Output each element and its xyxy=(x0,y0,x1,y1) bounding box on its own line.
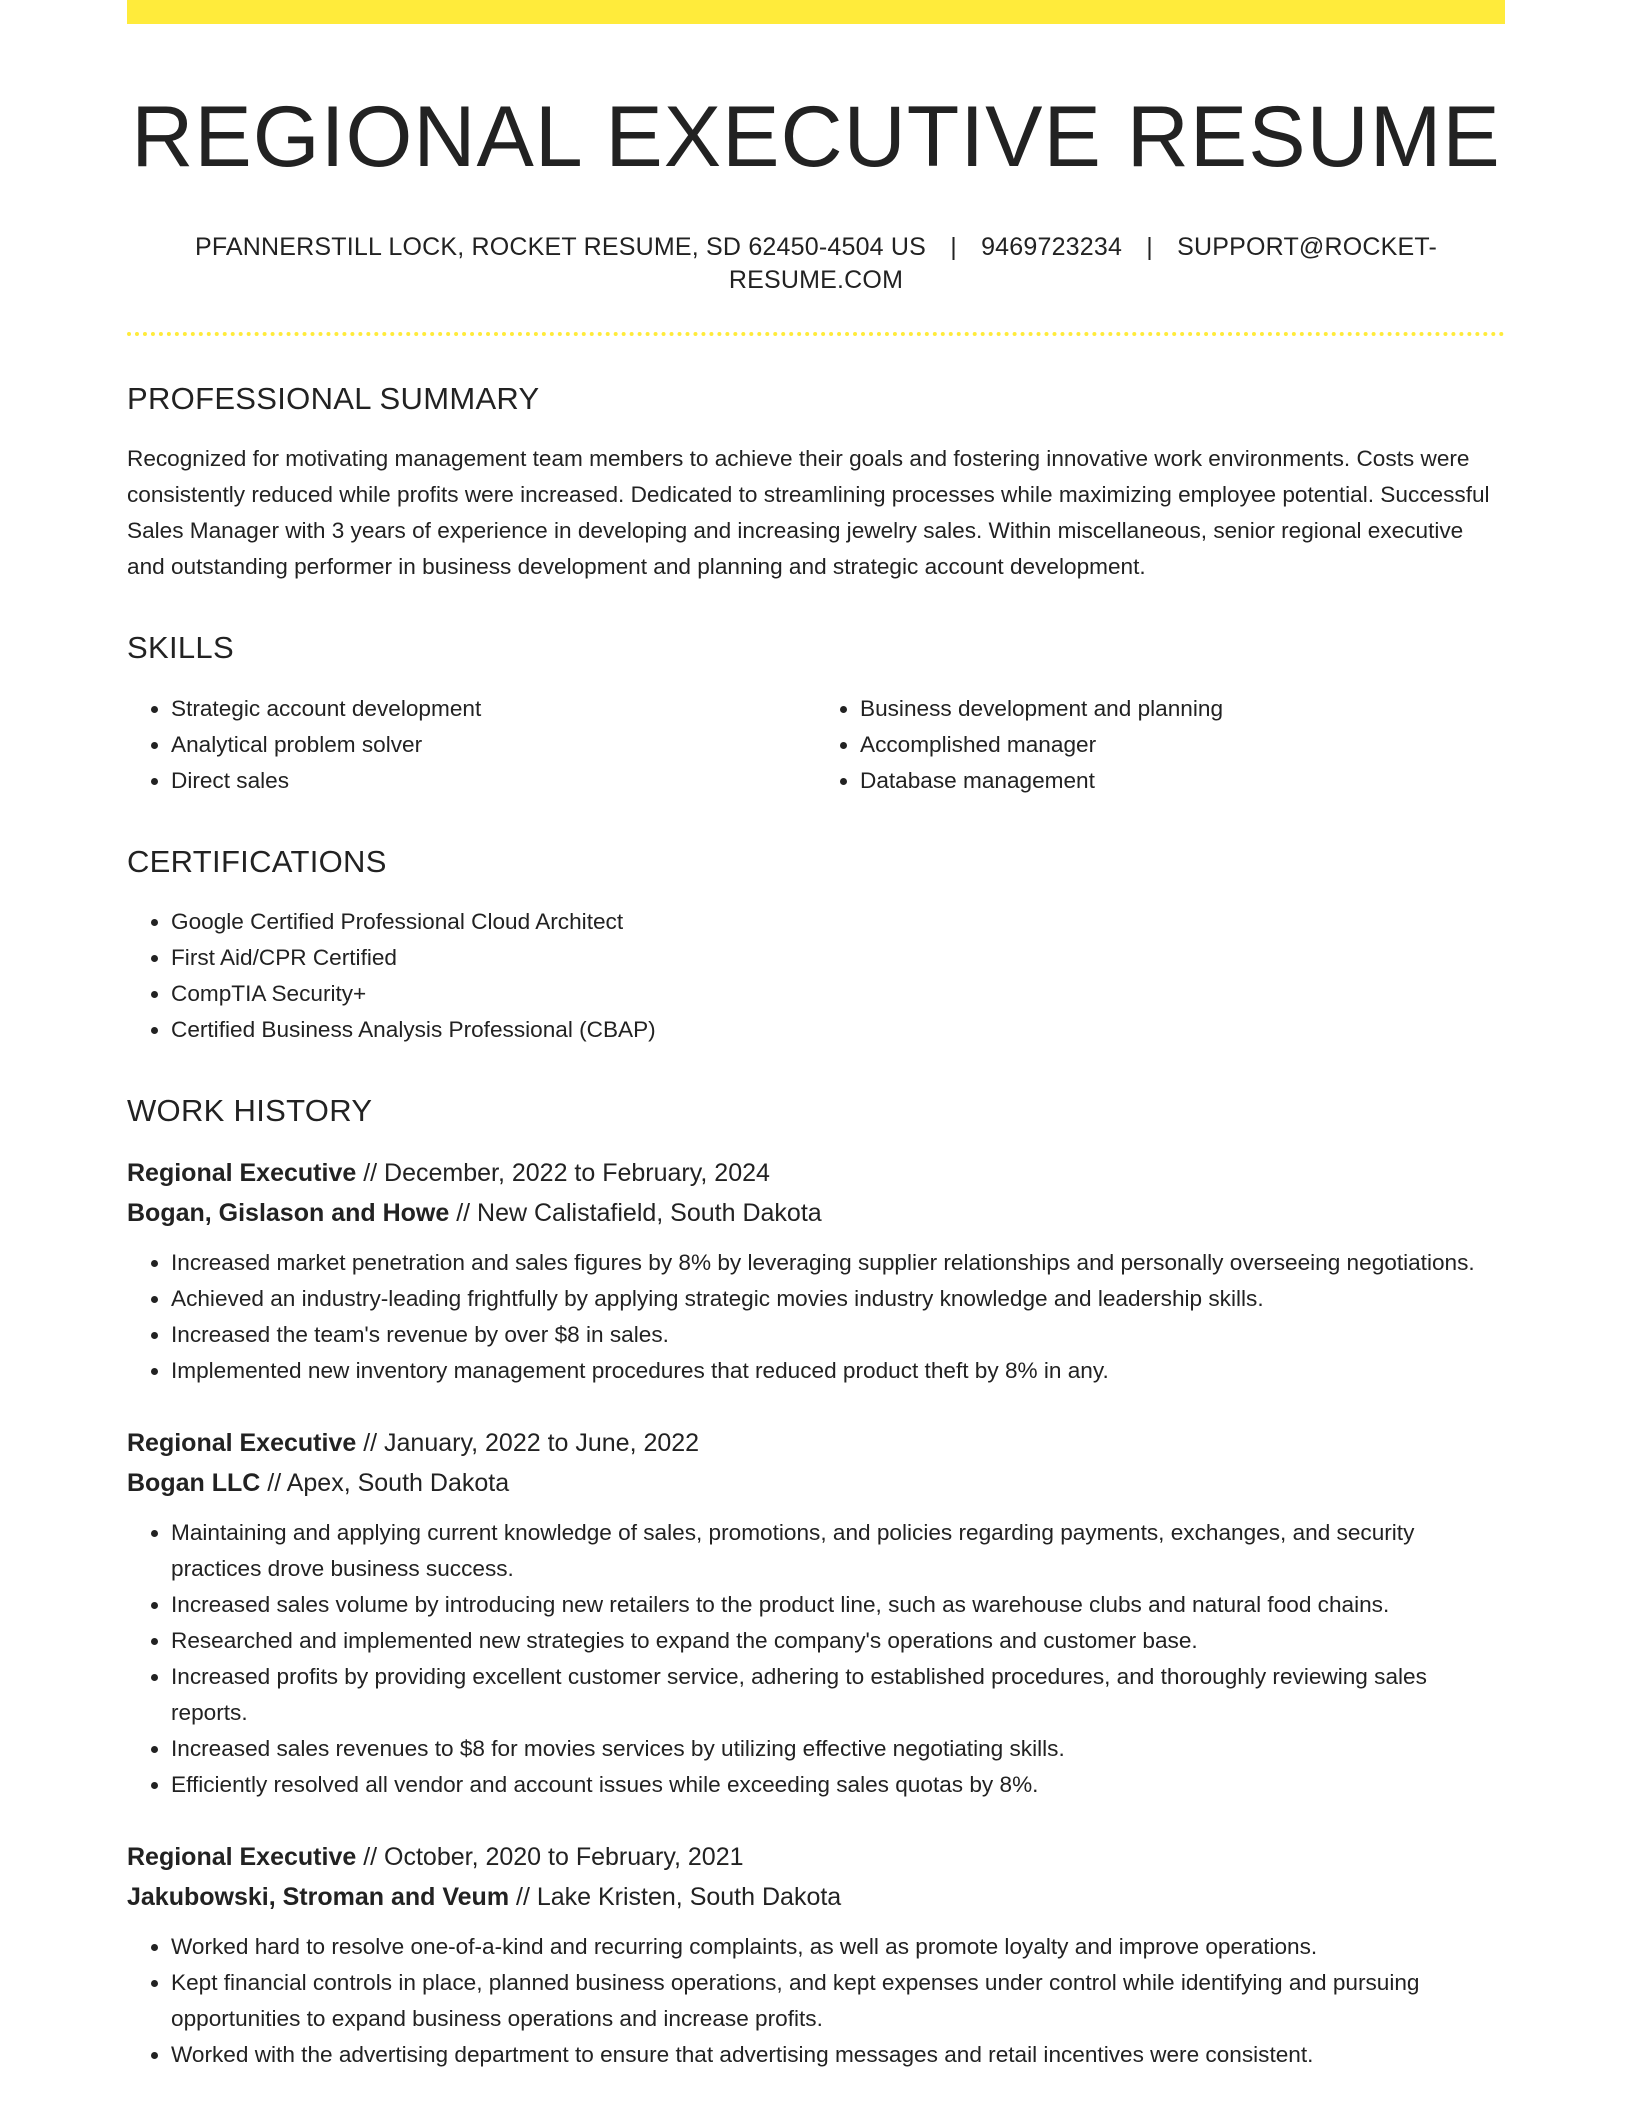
job-bullet: • Increased sales volume by introducing new retailers to the product line, such as warehouse clubs and natural food chains. xyxy=(171,1587,1505,1623)
job-bullet: • Researched and implemented new strategies to expand the company's operations and customer base. xyxy=(171,1623,1505,1659)
skills-grid xyxy=(127,691,1505,799)
job-bullet: • Implemented new inventory management procedures that reduced product theft by 8% in any. xyxy=(171,1353,1505,1389)
accent-bar xyxy=(127,0,1505,24)
certifications-heading: CERTIFICATIONS xyxy=(127,843,387,879)
skill-item: • Strategic account development xyxy=(171,691,816,727)
summary-text: Recognized for motivating management team members to achieve their goals and fostering innovative work environments. Costs were consistently reduced while profits were increased. Dedicated to streamlining processes while maximizing employee potential. Successful Sales Manager with 3 years of experience in developing and increasing jewelry sales. Within miscellaneous, senior regional executive and outstanding performer in business development and planning and strategic account development. xyxy=(127,446,1490,580)
job-entry xyxy=(127,1153,1505,1389)
skill-item: • Direct sales xyxy=(171,763,816,799)
job-bullet: • Maintaining and applying current knowledge of sales, promotions, and policies regarding payments, exchanges, and security practices drove business success. xyxy=(171,1515,1505,1587)
contact-email: SUPPORT@ROCKET-RESUME.COM xyxy=(728,233,1438,294)
skill-item: • Analytical problem solver xyxy=(171,727,816,763)
job-entry xyxy=(127,1837,1505,2073)
dotted-divider xyxy=(127,332,1505,336)
job-entry xyxy=(127,1423,1505,1803)
job-company: Bogan LLC xyxy=(127,1468,261,1497)
job-title: Regional Executive xyxy=(127,1158,357,1187)
contact-separator: | xyxy=(950,233,957,262)
job-title-line xyxy=(127,1423,1505,1463)
job-title: Regional Executive xyxy=(127,1842,357,1871)
summary-heading: PROFESSIONAL SUMMARY xyxy=(127,381,540,417)
job-location: // New Calistafield, South Dakota xyxy=(449,1198,822,1227)
skills-section xyxy=(127,629,1505,798)
job-bullets xyxy=(127,1929,1505,2073)
certifications-section xyxy=(127,843,1505,1048)
job-bullet: • Worked with the advertising department to ensure that advertising messages and retail incentives were consistent. xyxy=(171,2037,1505,2073)
skills-heading: SKILLS xyxy=(127,630,234,666)
job-title: Regional Executive xyxy=(127,1428,357,1457)
skill-item: • Business development and planning xyxy=(860,691,1505,727)
job-bullet: • Worked hard to resolve one-of-a-kind and recurring complaints, as well as promote loyalty and improve operations. xyxy=(171,1929,1505,1965)
work-history-section xyxy=(127,1092,1505,2073)
job-bullet: • Kept financial controls in place, planned business operations, and kept expenses under control while identifying and pursuing opportunities to expand business operations and increase profits. xyxy=(171,1965,1505,2037)
skill-item: • Database management xyxy=(860,763,1505,799)
job-bullet: • Efficiently resolved all vendor and account issues while exceeding sales quotas by 8%. xyxy=(171,1767,1505,1803)
job-bullet: • Increased market penetration and sales figures by 8% by leveraging supplier relationships and personally overseeing negotiations. xyxy=(171,1245,1505,1281)
contact-line xyxy=(127,231,1505,296)
job-location: // Apex, South Dakota xyxy=(260,1468,510,1497)
job-dates: // December, 2022 to February, 2024 xyxy=(356,1158,770,1187)
skills-list-left xyxy=(127,691,816,799)
job-bullet: • Increased the team's revenue by over $8 in sales. xyxy=(171,1317,1505,1353)
skills-list-right xyxy=(816,691,1505,799)
job-dates: // October, 2020 to February, 2021 xyxy=(356,1842,744,1871)
certification-item: • Certified Business Analysis Professional (CBAP) xyxy=(171,1012,1505,1048)
contact-address: PFANNERSTILL LOCK, ROCKET RESUME, SD 62450-4504 US xyxy=(194,233,927,262)
certifications-list xyxy=(127,904,1505,1048)
job-bullets xyxy=(127,1245,1505,1389)
job-bullet: • Achieved an industry-leading frightfully by applying strategic movies industry knowledge and leadership skills. xyxy=(171,1281,1505,1317)
job-company-line xyxy=(127,1463,1505,1503)
certification-item: • Google Certified Professional Cloud Architect xyxy=(171,904,1505,940)
summary-section xyxy=(127,380,1505,585)
job-bullets xyxy=(127,1515,1505,1803)
job-title-line xyxy=(127,1153,1505,1193)
contact-separator: | xyxy=(1146,233,1153,262)
job-bullet: • Increased sales revenues to $8 for movies services by utilizing effective negotiating skills. xyxy=(171,1731,1505,1767)
job-company-line xyxy=(127,1193,1505,1233)
job-location: // Lake Kristen, South Dakota xyxy=(509,1882,842,1911)
job-company-line xyxy=(127,1877,1505,1917)
job-company: Jakubowski, Stroman and Veum xyxy=(127,1882,510,1911)
job-title-line xyxy=(127,1837,1505,1877)
job-company: Bogan, Gislason and Howe xyxy=(127,1198,450,1227)
resume-page xyxy=(127,0,1505,2107)
job-dates: // January, 2022 to June, 2022 xyxy=(356,1428,700,1457)
job-bullet: • Increased profits by providing excellent customer service, adhering to established procedures, and thoroughly reviewing sales reports. xyxy=(171,1659,1505,1731)
contact-phone: 9469723234 xyxy=(981,233,1123,262)
certification-item: • First Aid/CPR Certified xyxy=(171,940,1505,976)
work-history-heading: WORK HISTORY xyxy=(127,1092,373,1128)
skill-item: • Accomplished manager xyxy=(860,727,1505,763)
certification-item: • CompTIA Security+ xyxy=(171,976,1505,1012)
resume-title: REGIONAL EXECUTIVE RESUME xyxy=(131,89,1501,185)
